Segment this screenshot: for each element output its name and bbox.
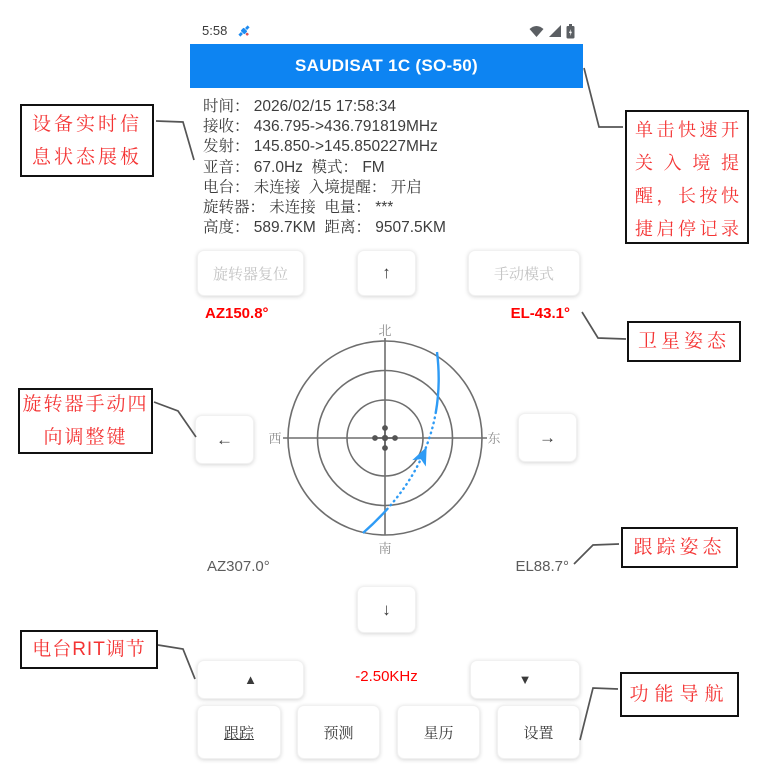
- up-arrow-icon: ↑: [382, 263, 391, 282]
- nav-settings-label: 设置: [523, 724, 554, 742]
- annotation-entry-reminder: 单击快速开关入境提醒，长按快捷启停记录: [625, 110, 749, 244]
- battery-icon: [566, 24, 575, 39]
- rit-decrease-button[interactable]: [470, 660, 580, 699]
- device-info-panel[interactable]: [203, 97, 573, 238]
- compass-label-north: 北: [378, 323, 392, 338]
- android-status-bar: [190, 20, 583, 42]
- status-right-icons: [529, 24, 575, 39]
- rit-offset-value: -2.50KHz: [355, 668, 418, 685]
- compass-label-east: 东: [487, 431, 501, 446]
- compass-label-south: 南: [378, 541, 392, 556]
- annotation-rotator-manual-keys: 旋转器手动四向调整键: [18, 388, 153, 454]
- rotator-reset-button[interactable]: [197, 250, 304, 296]
- nav-track-label: 跟踪: [223, 724, 254, 742]
- nav-ephemeris-label: 星历: [423, 724, 454, 742]
- rotator-reset-label: 旋转器复位: [212, 265, 288, 283]
- right-arrow-icon: →: [539, 427, 556, 447]
- annotation-tracking-attitude: 跟踪姿态: [621, 527, 738, 568]
- cellular-signal-icon: [548, 25, 562, 38]
- nav-predict-label: 预测: [323, 724, 354, 742]
- info-radio-reminder: 电台： 未连接 入境提醒： 开启: [203, 178, 422, 196]
- status-time: 5:58: [202, 23, 228, 38]
- rotator-right-button[interactable]: [518, 413, 577, 462]
- annotation-function-nav: 功能导航: [620, 672, 739, 717]
- nav-tab-track[interactable]: [197, 705, 281, 759]
- down-arrow-icon: ↓: [382, 599, 391, 619]
- triangle-down-icon: ▼: [518, 672, 532, 687]
- manual-mode-button[interactable]: [468, 250, 580, 296]
- annotation-rit-adjust: 电台RIT调节: [20, 630, 158, 669]
- polar-tracking-chart: [265, 320, 505, 560]
- annotation-device-info-panel: 设备实时信息状态展板: [20, 104, 154, 177]
- satellite-direction-arrow: [412, 444, 433, 467]
- compass-label-west: 西: [268, 431, 282, 446]
- info-rotator-battery: 旋转器： 未连接 电量： ***: [203, 199, 394, 217]
- rotator-position-icon: [373, 426, 397, 450]
- rotator-left-button[interactable]: [195, 415, 254, 464]
- satellite-notification-icon: [236, 23, 252, 39]
- satellite-azimuth-value: AZ150.8°: [205, 305, 269, 322]
- satellite-name-header[interactable]: [190, 44, 583, 88]
- triangle-up-icon: ▲: [244, 672, 257, 687]
- tracking-azimuth-value: AZ307.0°: [207, 558, 270, 575]
- rotator-down-button[interactable]: [357, 586, 416, 633]
- satellite-name: SAUDISAT 1C (SO-50): [295, 56, 478, 75]
- info-subtone-mode: 亚音： 67.0Hz 模式： FM: [203, 158, 385, 176]
- satellite-pass-trajectory: [363, 352, 439, 533]
- info-altitude-distance: 高度： 589.7KM 距离： 9507.5KM: [203, 219, 446, 237]
- rotator-up-button[interactable]: [357, 250, 416, 296]
- wifi-icon: [529, 25, 544, 38]
- left-arrow-icon: ←: [216, 429, 233, 449]
- nav-tab-predict[interactable]: [297, 705, 380, 759]
- tracking-elevation-value: EL88.7°: [515, 558, 569, 575]
- manual-mode-label: 手动模式: [493, 265, 554, 283]
- nav-tab-ephemeris[interactable]: [397, 705, 480, 759]
- satellite-elevation-value: EL-43.1°: [510, 305, 570, 322]
- satellite-tracker-app: [190, 18, 583, 778]
- info-tx-freq: 发射： 145.850->145.850227MHz: [203, 138, 438, 156]
- info-rx-freq: 接收： 436.795->436.791819MHz: [203, 118, 438, 136]
- nav-tab-settings[interactable]: [497, 705, 580, 759]
- annotation-satellite-attitude: 卫星姿态: [627, 321, 741, 362]
- info-time: 时间： 2026/02/15 17:58:34: [203, 98, 397, 115]
